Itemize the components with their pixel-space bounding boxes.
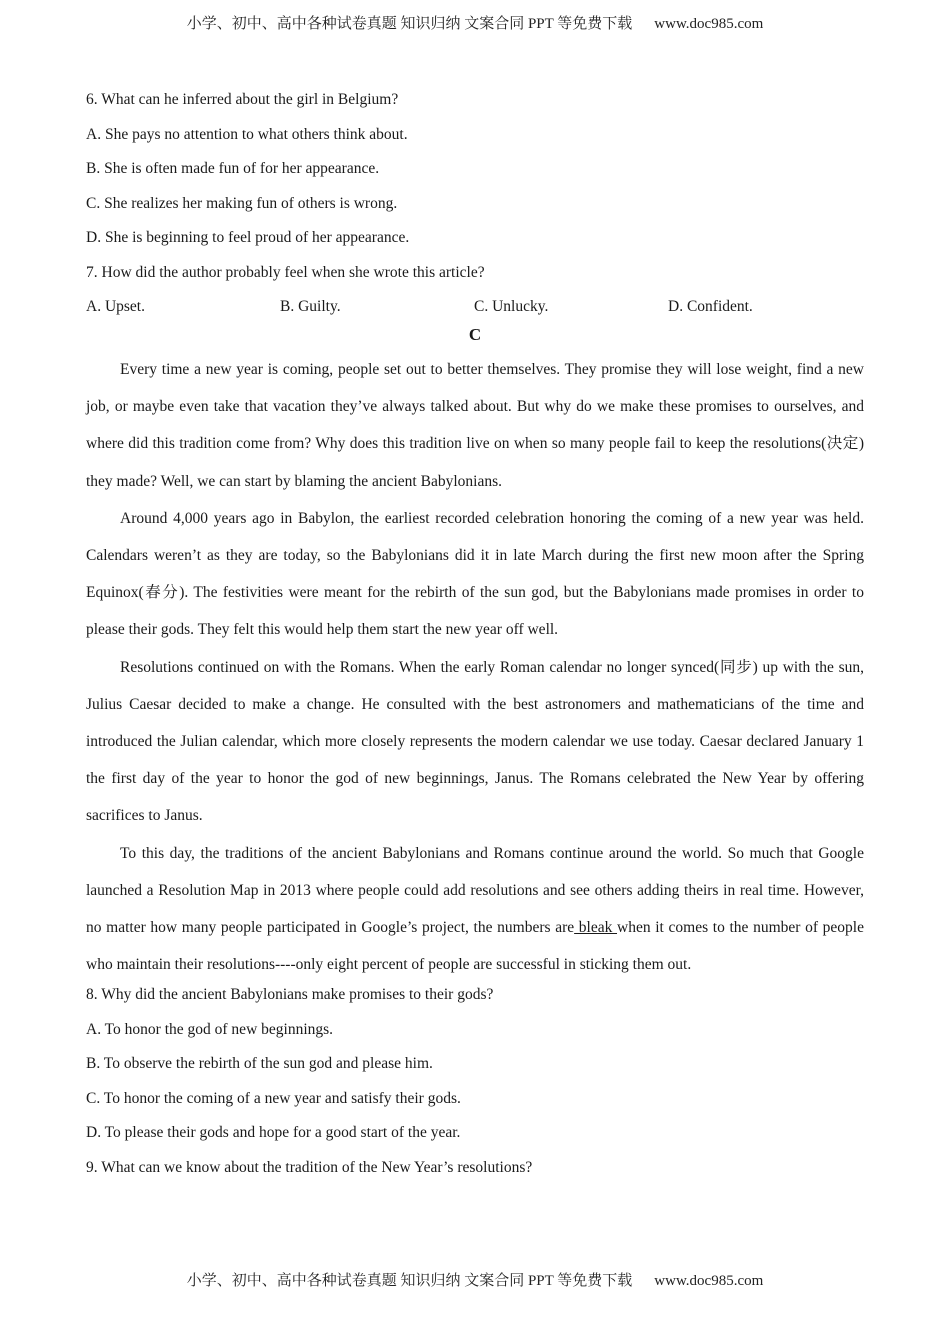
footer-url[interactable]: www.doc985.com <box>654 1273 764 1289</box>
page-header <box>0 12 950 33</box>
q7-option-b: B. Guilty. <box>280 298 341 315</box>
q8-option-a: A. To honor the god of new beginnings. <box>86 1020 334 1038</box>
q8-question: 8. Why did the ancient Babylonians make promises to their gods? <box>86 986 494 1004</box>
page-footer <box>0 1269 950 1290</box>
q7-option-d: D. Confident. <box>668 298 753 315</box>
q6-option-c: C. She realizes her making fun of others is wrong. <box>86 194 398 212</box>
section-c-title: C <box>468 325 482 344</box>
q7-options <box>86 295 864 323</box>
q8-option-b: B. To observe the rebirth of the sun god and please him. <box>86 1055 433 1073</box>
q6-question: 6. What can he inferred about the girl in Belgium? <box>86 91 399 108</box>
q6-option-b: B. She is often made fun of for her appearance. <box>86 160 380 177</box>
q6-option-d: D. She is beginning to feel proud of her appearance. <box>86 229 410 246</box>
paragraph-4 <box>86 835 864 984</box>
q8-option-c: C. To honor the coming of a new year and satisfy their gods. <box>86 1089 461 1107</box>
q8-option-d: D. To please their gods and hope for a good start of the year. <box>86 1124 461 1142</box>
paragraph-3: Resolutions continued on with the Romans. When the early Roman calendar no longer synced(同步) up with the sun, Julius Caesar decided to make a change. He consulted with the best astronomers and mathematicians of the time and introduced the Julian calendar, which more closely represents the modern calendar we use today. Caesar declared January 1 the first day of the year to honor the god of new beginnings, Janus. The Romans celebrated the New Year by offering sacrifices to Janus. <box>86 658 864 825</box>
q9-question: 9. What can we know about the tradition of the New Year’s resolutions? <box>86 1158 533 1176</box>
header-url[interactable]: www.doc985.com <box>654 16 764 32</box>
q6-option-a: A. She pays no attention to what others think about. <box>86 125 408 143</box>
paragraph-1: Every time a new year is coming, people set out to better themselves. They promise they will lose weight, find a new job, or maybe even take that vacation they’ve always talked about. But why do we make these promises to ourselves, and where did this tradition come from? Why does this tradition live on when so many people fail to keep the resolutions(决定) they made? Well, we can start by blaming the ancient Babylonians. <box>86 361 864 490</box>
q7-option-a: A. Upset. <box>86 298 145 315</box>
q7-option-c: C. Unlucky. <box>474 298 549 315</box>
document-body <box>86 88 864 1190</box>
underlined-word-bleak: bleak <box>574 919 618 937</box>
paragraph-2: Around 4,000 years ago in Babylon, the earliest recorded celebration honoring the coming of a new year was held. Calendars weren’t as they are today, so the Babylonians did it in late March during the first new moon after the Spring Equinox(春分). The festivities were meant for the rebirth of the sun god, but the Babylonians made promises in order to please their gods. They felt this would help them start the new year off well. <box>86 509 864 639</box>
paragraph-4-start: To this day, the traditions of the ancient Babylonians and Romans continue around the world. So much that Google launched a Resolution Map in 2013 where people could add resolutions and see others adding theirs in real time. However, no matter how many people participated in Google’s project, the numbers are <box>86 844 864 937</box>
paragraph-4-end: when it comes to the number of people who maintain their resolutions----only eight percent of people are successful in sticking them out. <box>86 919 864 974</box>
section-c-passage <box>86 351 864 983</box>
header-text: 小学、初中、高中各种试卷真题 知识归纳 文案合同 PPT 等免费下载 <box>186 16 633 32</box>
q7-question: 7. How did the author probably feel when she wrote this article? <box>86 263 485 281</box>
footer-text: 小学、初中、高中各种试卷真题 知识归纳 文案合同 PPT 等免费下载 <box>186 1273 633 1289</box>
